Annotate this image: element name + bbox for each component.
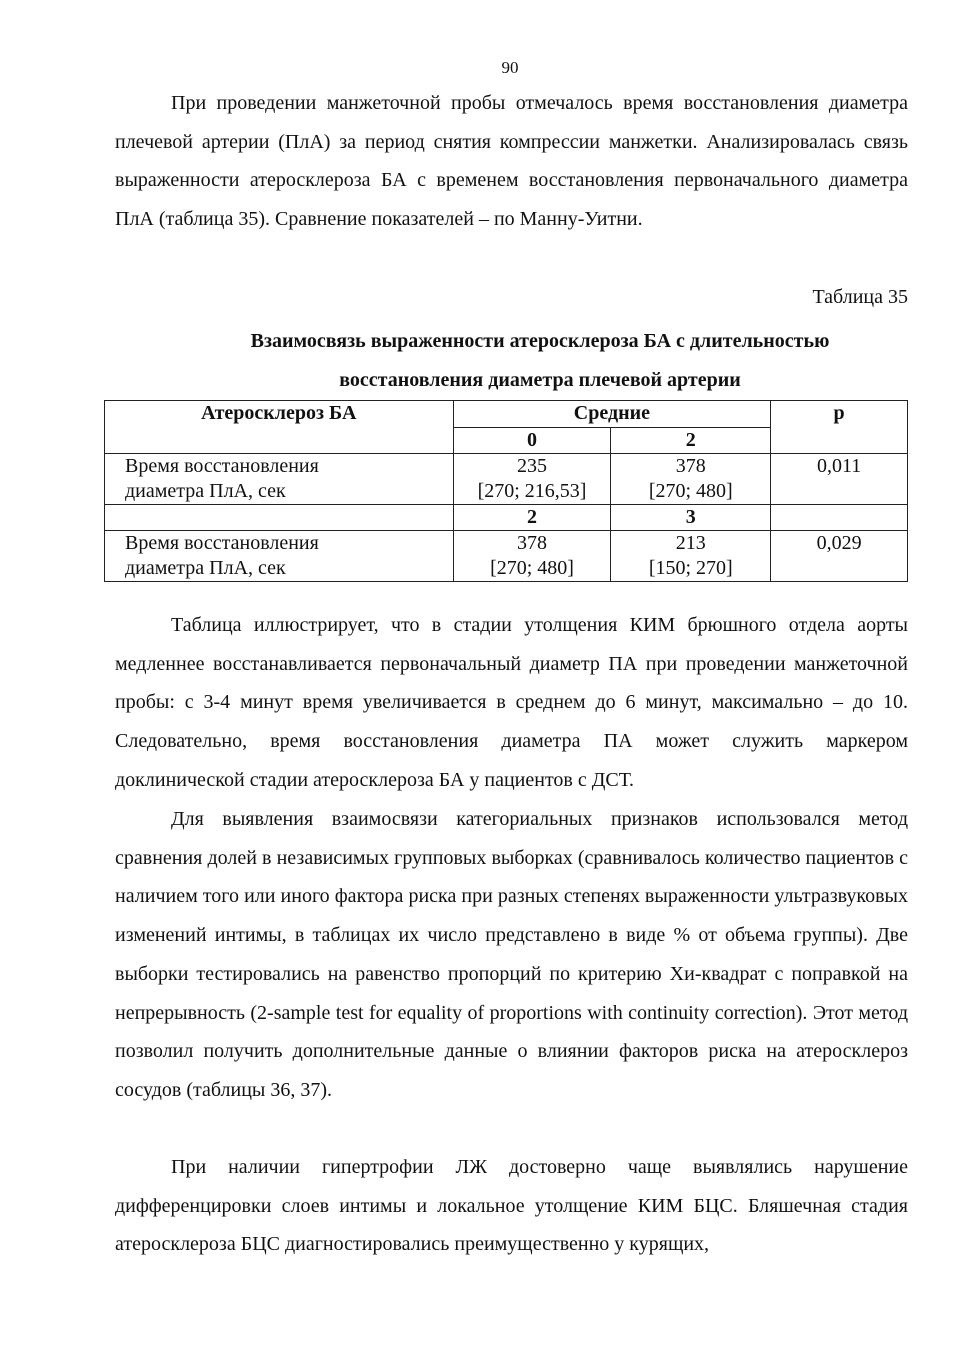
paragraph-findings: При наличии гипертрофии ЛЖ достоверно чаще выявлялись нарушение дифференцировки слоев интимы и локальное утолщение КИМ БЦС. Бляшечная стадия атеросклероза БЦС диагностировались преимущественно у курящих, [115,1156,908,1256]
row2-a-mean: 378 [517,532,547,554]
header-means: Средние [453,401,771,428]
table-row [105,454,908,505]
group1-col-a: 0 [453,428,611,454]
page-number: 90 [501,58,519,77]
row1-label-line2: диаметра ПлА, сек [125,480,286,502]
table-row [105,531,908,582]
data-table [104,400,908,582]
row1-a-range: [270; 216,53] [477,480,587,502]
row2-b-range: [150; 270] [648,557,733,579]
row1-label [105,454,454,505]
group2-col-a: 2 [453,505,611,531]
row2-col-a [453,531,611,582]
row2-label [105,531,454,582]
table-title-line2: восстановления диаметра плечевой артерии [339,369,741,391]
row2-a-range: [270; 480] [490,557,574,579]
group2-empty-label [105,505,454,531]
row2-label-line2: диаметра ПлА, сек [125,557,286,579]
table-label: Таблица 35 [812,286,908,308]
row1-p: 0,011 [771,454,908,505]
paragraph-intro: При проведении манжеточной пробы отмечалось время восстановления диаметра плечевой артерии (ПлА) за период снятия компрессии манжетки. Анализировалась связь выраженности атеросклероза БА с временем восстановления первоначального диаметра ПлА (таблица 35). Сравнение показателей – по Манну-Уитни. [115,92,908,231]
table-title-line1: Взаимосвязь выраженности атеросклероза БА с длительностью [250,330,830,352]
row1-col-a [453,454,611,505]
header-p: p [771,401,908,454]
row1-b-mean: 378 [675,455,706,477]
paragraph-table-explanation: Таблица иллюстрирует, что в стадии утолщения КИМ брюшного отдела аорты медленнее восстанавливается первоначальный диаметр ПА при проведении манжеточной пробы: с 3-4 минут время увеличивается в среднем до 6 минут, максимально – до 10. Следовательно, время восстановления диаметра ПА может служить маркером доклинической стадии атеросклероза БА у пациентов с ДСТ. [115,614,908,791]
row1-col-b [611,454,771,505]
row2-b-mean: 213 [675,532,706,554]
row1-label-line1: Время восстановления [125,455,319,477]
row2-col-b [611,531,771,582]
group2-col-b: 3 [611,505,771,531]
table-title [115,322,953,400]
group1-col-b: 2 [611,428,771,454]
group2-empty-p [771,505,908,531]
row2-label-line1: Время восстановления [125,532,319,554]
row2-p: 0,029 [771,531,908,582]
header-atherosclerosis: Атеросклероз БА [105,401,454,454]
paragraph-method: Для выявления взаимосвязи категориальных признаков использовался метод сравнения долей в независимых групповых выборках (сравнивалось количество пациентов с наличием того или иного фактора риска при разных степенях выраженности ультразвуковых изменений интимы, в таблицах их число представлено в виде % от объема группы). Две выборки тестировались на равенство пропорций по критерию Хи-квадрат с поправкой на непрерывность (2-sample test for equality of proportions with continuity correction). Этот метод позволил получить дополнительные данные о влиянии факторов риска на атеросклероз сосудов (таблицы 36, 37). [115,808,908,1101]
row1-a-mean: 235 [517,455,547,477]
row1-b-range: [270; 480] [648,480,733,502]
